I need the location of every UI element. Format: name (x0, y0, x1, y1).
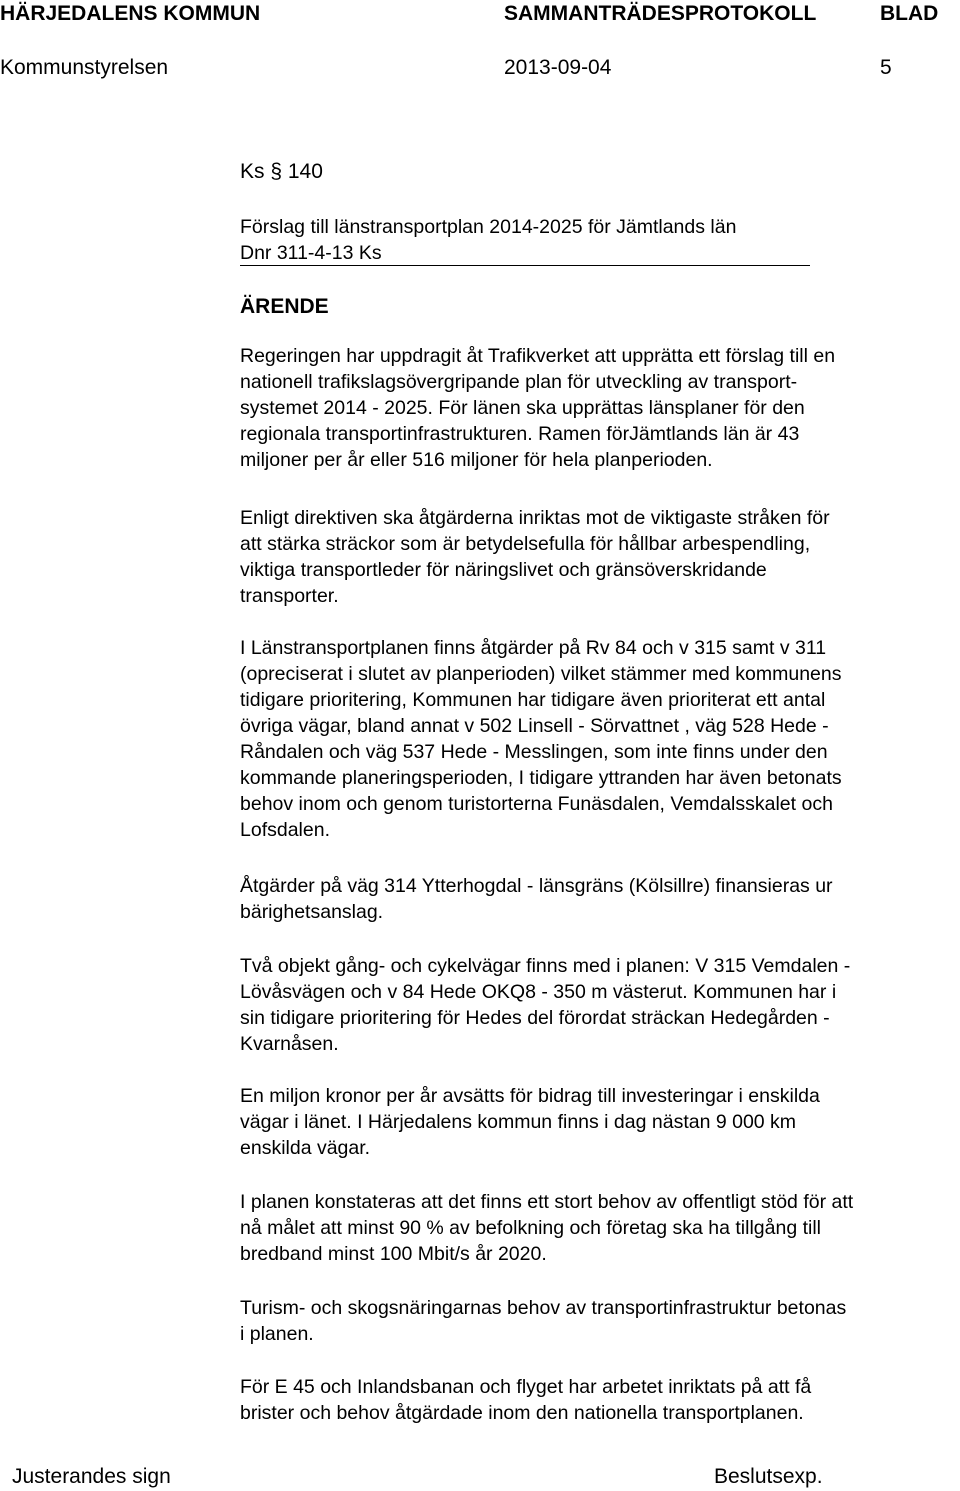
footer-excerpt-label: Beslutsexp. (714, 1465, 823, 1488)
text-line: Lofsdalen. (240, 819, 330, 841)
text-line: viktiga transportleder för näringslivet och gränsöverskridande (240, 559, 767, 581)
text-line: i planen. (240, 1323, 314, 1345)
paragraph-9 (240, 1374, 960, 1426)
paragraph-8 (240, 1295, 960, 1347)
paragraph-1 (240, 343, 960, 473)
text-line: I Länstransportplanen finns åtgärder på Rv 84 och v 315 samt v 311 (240, 637, 827, 659)
page-number: 5 (880, 56, 892, 79)
text-line: bärighetsanslag. (240, 901, 384, 923)
text-line: systemet 2014 - 2025. För länen ska upprättas länsplaner för den (240, 397, 805, 419)
text-line: Regeringen har uppdragit åt Trafikverket att upprätta ett förslag till en (240, 345, 836, 367)
text-line: transporter. (240, 585, 339, 607)
paragraph-6 (240, 1083, 960, 1161)
diary-number: Dnr 311-4-13 Ks (240, 242, 382, 264)
text-line: vägar i länet. I Härjedalens kommun finns i dag nästan 9 000 km (240, 1111, 797, 1133)
text-line: I planen konstateras att det finns ett stort behov av offentligt stöd för att (240, 1191, 854, 1213)
meeting-date: 2013-09-04 (504, 56, 612, 79)
text-line: övriga vägar, bland annat v 502 Linsell - Sörvattnet , väg 528 Hede - (240, 715, 829, 737)
text-line: regionala transportinfrastrukturen. Ramen förJämtlands län är 43 (240, 423, 800, 445)
text-line: tidigare prioritering, Kommunen har tidigare även prioriterat ett antal (240, 689, 826, 711)
text-line: Åtgärder på väg 314 Ytterhogdal - länsgräns (Kölsillre) finansieras ur (240, 875, 833, 897)
text-line: Lövåsvägen och v 84 Hede OKQ8 - 350 m västerut. Kommunen har i (240, 981, 837, 1003)
document-type: SAMMANTRÄDESPROTOKOLL (504, 2, 817, 25)
text-line: För E 45 och Inlandsbanan och flyget har arbetet inriktats på att få (240, 1376, 812, 1398)
item-number: Ks § 140 (240, 160, 323, 183)
footer-signature-label: Justerandes sign (12, 1465, 171, 1488)
paragraph-3 (240, 635, 960, 843)
heading-underline (240, 265, 810, 266)
paragraph-7 (240, 1189, 960, 1267)
text-line: Två objekt gång- och cykelvägar finns med i planen: V 315 Vemdalen - (240, 955, 851, 977)
text-line: sin tidigare prioritering för Hedes del förordat sträckan Hedegården - (240, 1007, 830, 1029)
text-line: Kvarnåsen. (240, 1033, 339, 1055)
text-line: (opreciserat i slutet av planperioden) vilket stämmer med kommunens (240, 663, 842, 685)
text-line: nå målet att minst 90 % av befolkning och företag ska ha tillgång till (240, 1217, 821, 1239)
text-line: kommande planeringsperioden, I tidigare yttranden har även betonats (240, 767, 842, 789)
text-line: enskilda vägar. (240, 1137, 371, 1159)
text-line: En miljon kronor per år avsätts för bidrag till investeringar i enskilda (240, 1085, 820, 1107)
paragraph-5 (240, 953, 960, 1057)
text-line: Enligt direktiven ska åtgärderna inriktas mot de viktigaste stråken för (240, 507, 830, 529)
paragraph-4 (240, 873, 960, 925)
text-line: bredband minst 100 Mbit/s år 2020. (240, 1243, 547, 1265)
item-title: Förslag till länstransportplan 2014-2025 för Jämtlands län (240, 216, 737, 238)
section-heading: ÄRENDE (240, 295, 329, 318)
text-line: behov inom och genom turistorterna Funäsdalen, Vemdalsskalet och (240, 793, 833, 815)
paragraph-2 (240, 505, 960, 609)
text-line: att stärka sträckor som är betydelsefulla för hållbar arbespendling, (240, 533, 811, 555)
org-name: HÄRJEDALENS KOMMUN (0, 2, 261, 25)
text-line: miljoner per år eller 516 miljoner för hela planperioden. (240, 449, 713, 471)
text-line: brister och behov åtgärdade inom den nationella transportplanen. (240, 1402, 804, 1424)
committee-name: Kommunstyrelsen (0, 56, 169, 79)
sheet-label: BLAD (880, 2, 939, 25)
text-line: nationell trafikslagsövergripande plan för utveckling av transport- (240, 371, 798, 393)
text-line: Turism- och skogsnäringarnas behov av transportinfrastruktur betonas (240, 1297, 847, 1319)
text-line: Råndalen och väg 537 Hede - Messlingen, som inte finns under den (240, 741, 828, 763)
